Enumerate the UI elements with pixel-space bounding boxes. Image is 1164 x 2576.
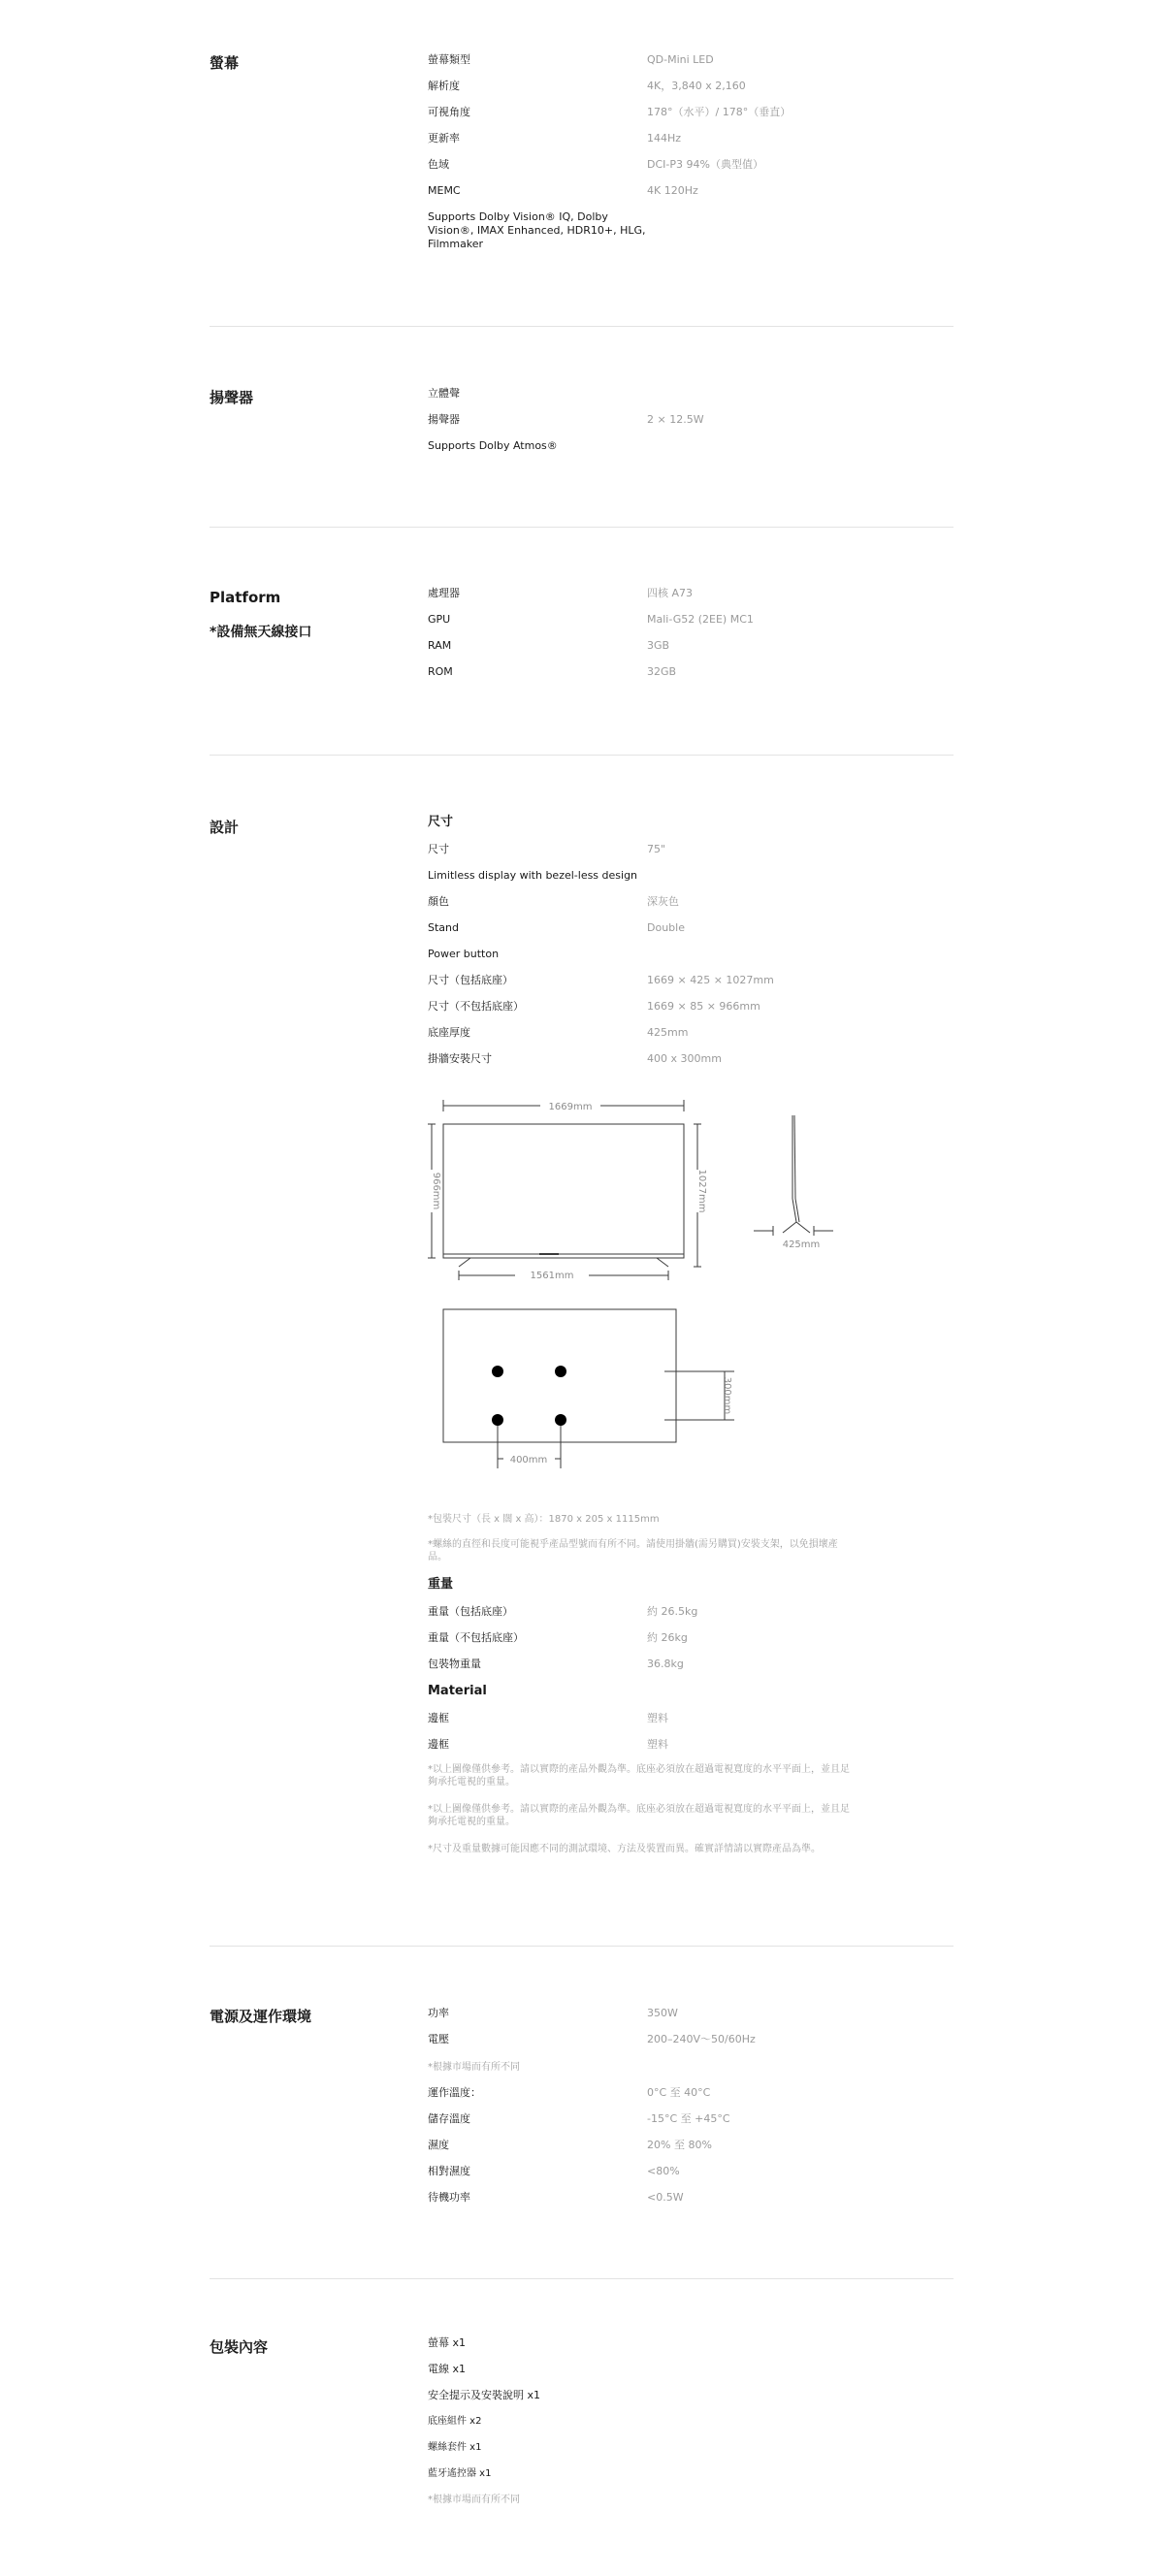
spec-key: Power button bbox=[428, 948, 500, 960]
spec-row bbox=[428, 438, 956, 460]
design-section bbox=[210, 815, 954, 1911]
spec-value: 75" bbox=[647, 843, 666, 855]
spec-value: 4K，3,840 x 2,160 bbox=[647, 80, 746, 92]
spec-value: Double bbox=[647, 921, 685, 934]
section-divider bbox=[210, 326, 954, 327]
wall-mount-diagram bbox=[428, 1307, 738, 1482]
spec-key: 螢幕類型 bbox=[428, 53, 470, 66]
speaker-title: 揚聲器 bbox=[210, 389, 254, 406]
spec-key: RAM bbox=[428, 639, 452, 652]
platform-section bbox=[210, 586, 954, 692]
package-item: 藍牙遙控器 x1 bbox=[428, 2468, 492, 2479]
spec-key: 重量（不包括底座） bbox=[428, 1631, 524, 1644]
spec-value: 0°C 至 40°C bbox=[647, 2086, 711, 2099]
spec-value: 400 x 300mm bbox=[647, 1052, 722, 1065]
spec-row bbox=[428, 1604, 956, 1626]
list-item bbox=[428, 2440, 956, 2462]
total-height-label: 1027mm bbox=[696, 1169, 707, 1213]
spec-key: 邊框 bbox=[428, 1738, 449, 1751]
spec-value: 四核 A73 bbox=[647, 587, 694, 599]
spec-key: 解析度 bbox=[428, 80, 460, 92]
screw-note: *螺絲的直徑和長度可能視乎產品型號而有所不同。請使用掛牆(需另購買)安裝支架，以免損壞產品。 bbox=[428, 1539, 838, 1562]
stand-foot-left bbox=[459, 1258, 470, 1267]
spec-row bbox=[428, 52, 956, 74]
spec-row bbox=[428, 79, 956, 100]
spec-value: 1669 × 425 × 1027mm bbox=[647, 974, 774, 986]
list-item bbox=[428, 2466, 956, 2488]
spec-value: <80% bbox=[647, 2165, 680, 2177]
spec-key: 待機功率 bbox=[428, 2191, 470, 2204]
spec-key: 電壓 bbox=[428, 2033, 449, 2045]
spec-value: -15°C 至 +45°C bbox=[647, 2112, 730, 2125]
spec-row bbox=[428, 2032, 956, 2053]
spec-key: Supports Dolby Atmos® bbox=[428, 439, 558, 452]
spec-key: 可視角度 bbox=[428, 106, 470, 118]
list-item bbox=[428, 2362, 956, 2383]
vesa-height-label: 300mm bbox=[722, 1376, 732, 1415]
list-item bbox=[428, 2388, 956, 2409]
spec-value: 塑料 bbox=[647, 1712, 668, 1724]
spec-row bbox=[428, 2138, 956, 2159]
spec-row bbox=[428, 412, 956, 434]
spec-row bbox=[428, 131, 956, 152]
vesa-width-label: 400mm bbox=[509, 1455, 548, 1465]
spec-row bbox=[428, 1737, 956, 1758]
spec-row bbox=[428, 1657, 956, 1678]
spec-key: GPU bbox=[428, 613, 451, 626]
section-divider bbox=[210, 755, 954, 756]
spec-key: 掛牆安裝尺寸 bbox=[428, 1052, 492, 1065]
spec-row bbox=[428, 2111, 956, 2133]
spec-row bbox=[428, 386, 956, 407]
package-section bbox=[210, 2335, 954, 2510]
spec-value: 4K 120Hz bbox=[647, 184, 698, 197]
spec-key: MEMC bbox=[428, 184, 461, 197]
mount-hole-dot bbox=[492, 1366, 503, 1377]
spec-row bbox=[428, 999, 956, 1020]
package-title: 包裝內容 bbox=[210, 2338, 269, 2356]
spec-value: 425mm bbox=[647, 1026, 689, 1039]
design-title: 設計 bbox=[210, 819, 240, 836]
spec-key: 更新率 bbox=[428, 132, 460, 145]
spec-key: 運作溫度： bbox=[428, 2086, 481, 2099]
spec-value: <0.5W bbox=[647, 2191, 684, 2204]
spec-value: 1669 × 85 × 966mm bbox=[647, 1000, 760, 1013]
spec-row bbox=[428, 1025, 956, 1046]
width-label: 1669mm bbox=[548, 1102, 593, 1112]
spec-row bbox=[428, 586, 956, 607]
spec-key: 尺寸（不包括底座） bbox=[428, 1000, 524, 1013]
spec-value: 3GB bbox=[647, 639, 670, 652]
display-section bbox=[210, 50, 954, 274]
spec-key: 包裝物重量 bbox=[428, 1658, 481, 1670]
spec-value: 200–240V～50/60Hz bbox=[647, 2033, 756, 2045]
spec-row bbox=[428, 664, 956, 686]
spec-value: 178°（水平）/ 178°（垂直） bbox=[647, 106, 792, 118]
size-heading: 尺寸 bbox=[428, 815, 454, 829]
list-item bbox=[428, 2335, 956, 2357]
spec-key: ROM bbox=[428, 665, 453, 678]
spec-row bbox=[428, 1630, 956, 1652]
market-note: *根據市場而有所不同 bbox=[428, 2495, 520, 2505]
spec-row bbox=[428, 920, 956, 942]
spec-key: 揚聲器 bbox=[428, 413, 460, 426]
spec-row bbox=[428, 1711, 956, 1732]
spec-value: 2 × 12.5W bbox=[647, 413, 704, 426]
spec-key: 重量（包括底座） bbox=[428, 1605, 513, 1618]
power-section bbox=[210, 2004, 954, 2217]
stand-foot-right bbox=[657, 1258, 668, 1267]
spec-value: 塑料 bbox=[647, 1738, 668, 1751]
mount-hole-dot bbox=[555, 1414, 566, 1426]
spec-row bbox=[428, 105, 956, 126]
spec-key: 相對濕度 bbox=[428, 2165, 470, 2177]
tv-dimension-diagram bbox=[428, 1094, 835, 1288]
image-disclaimer-note: *以上圖像僅供參考。請以實際的產品外觀為準。底座必須放在超過電視寬度的水平平面上，並且足夠承托電視的重量。 bbox=[428, 1804, 850, 1827]
package-item: 螢幕 x1 bbox=[428, 2336, 467, 2349]
tv-screen-outline bbox=[443, 1124, 684, 1258]
section-divider bbox=[210, 527, 954, 528]
spec-value: QD-Mini LED bbox=[647, 53, 714, 66]
mount-hole-dot bbox=[555, 1366, 566, 1377]
spec-key: 濕度 bbox=[428, 2139, 449, 2151]
spec-row bbox=[428, 2085, 956, 2107]
spec-value: 144Hz bbox=[647, 132, 682, 145]
spec-row bbox=[428, 157, 956, 178]
spec-value: 32GB bbox=[647, 665, 677, 678]
display-title: 螢幕 bbox=[210, 54, 240, 72]
package-size-note: *包裝尺寸（長 x 闊 x 高）：1870 x 205 x 1115mm bbox=[428, 1514, 660, 1525]
spec-value: 深灰色 bbox=[647, 895, 679, 908]
spec-key: 尺寸（包括底座） bbox=[428, 974, 513, 986]
spec-row bbox=[428, 868, 956, 889]
spec-value: 約 26kg bbox=[647, 1631, 688, 1644]
spec-key: 尺寸 bbox=[428, 843, 449, 855]
package-item: 安全提示及安裝說明 x1 bbox=[428, 2389, 541, 2401]
material-heading: Material bbox=[428, 1684, 487, 1698]
spec-value: Mali-G52 (2EE) MC1 bbox=[647, 613, 754, 626]
speaker-section bbox=[210, 386, 954, 464]
spec-value: 20% 至 80% bbox=[647, 2139, 712, 2151]
spec-key: Limitless display with bezel-less design bbox=[428, 869, 638, 882]
spec-row bbox=[428, 1051, 956, 1073]
depth-label: 425mm bbox=[782, 1240, 821, 1250]
list-item bbox=[428, 2414, 956, 2435]
spec-row bbox=[428, 894, 956, 916]
spec-row bbox=[428, 183, 956, 205]
stand-span-label: 1561mm bbox=[530, 1271, 574, 1281]
platform-title: Platform bbox=[210, 589, 281, 606]
platform-subtitle: *設備無天線接口 bbox=[210, 625, 312, 640]
spec-value: 36.8kg bbox=[647, 1658, 684, 1670]
spec-row bbox=[428, 973, 956, 994]
spec-key: 處理器 bbox=[428, 587, 460, 599]
package-item: 螺絲套件 x1 bbox=[428, 2442, 482, 2453]
section-divider bbox=[210, 2278, 954, 2279]
spec-key: 色域 bbox=[428, 158, 449, 171]
display-feature-text: Supports Dolby Vision® IQ, Dolby Vision®, IMAX Enhanced, HDR10+, HLG, Filmmaker bbox=[428, 210, 646, 250]
spec-value: 約 26.5kg bbox=[647, 1605, 698, 1618]
spec-key: 立體聲 bbox=[428, 387, 460, 400]
spec-key: 功率 bbox=[428, 2007, 449, 2019]
spec-value: 350W bbox=[647, 2007, 678, 2019]
image-disclaimer-note: *以上圖像僅供參考。請以實際的產品外觀為準。底座必須放在超過電視寬度的水平平面上，並且足夠承托電視的重量。 bbox=[428, 1764, 850, 1787]
spec-key: 底座厚度 bbox=[428, 1026, 470, 1039]
power-title: 電源及運作環境 bbox=[210, 2008, 312, 2025]
spec-row bbox=[428, 2190, 956, 2211]
measurement-disclaimer-note: *尺寸及重量數據可能因應不同的測試環境、方法及裝置而異。確實詳情請以實際產品為準。 bbox=[428, 1844, 821, 1854]
weight-heading: 重量 bbox=[428, 1577, 454, 1592]
height-label: 966mm bbox=[431, 1172, 441, 1210]
spec-row bbox=[428, 2164, 956, 2185]
spec-key: 儲存溫度 bbox=[428, 2112, 470, 2125]
section-divider bbox=[210, 1946, 954, 1947]
spec-key: 顏色 bbox=[428, 895, 449, 908]
spec-key: Stand bbox=[428, 921, 459, 934]
spec-row bbox=[428, 842, 956, 863]
spec-value: DCI-P3 94%（典型值） bbox=[647, 158, 763, 171]
package-item: 電線 x1 bbox=[428, 2363, 467, 2375]
spec-row bbox=[428, 2006, 956, 2027]
spec-row bbox=[428, 638, 956, 660]
mount-hole-dot bbox=[492, 1414, 503, 1426]
package-item: 底座組件 x2 bbox=[428, 2416, 482, 2427]
market-note: *根據市場而有所不同 bbox=[428, 2062, 520, 2073]
spec-row bbox=[428, 947, 956, 968]
spec-key: 邊框 bbox=[428, 1712, 449, 1724]
spec-row bbox=[428, 612, 956, 633]
